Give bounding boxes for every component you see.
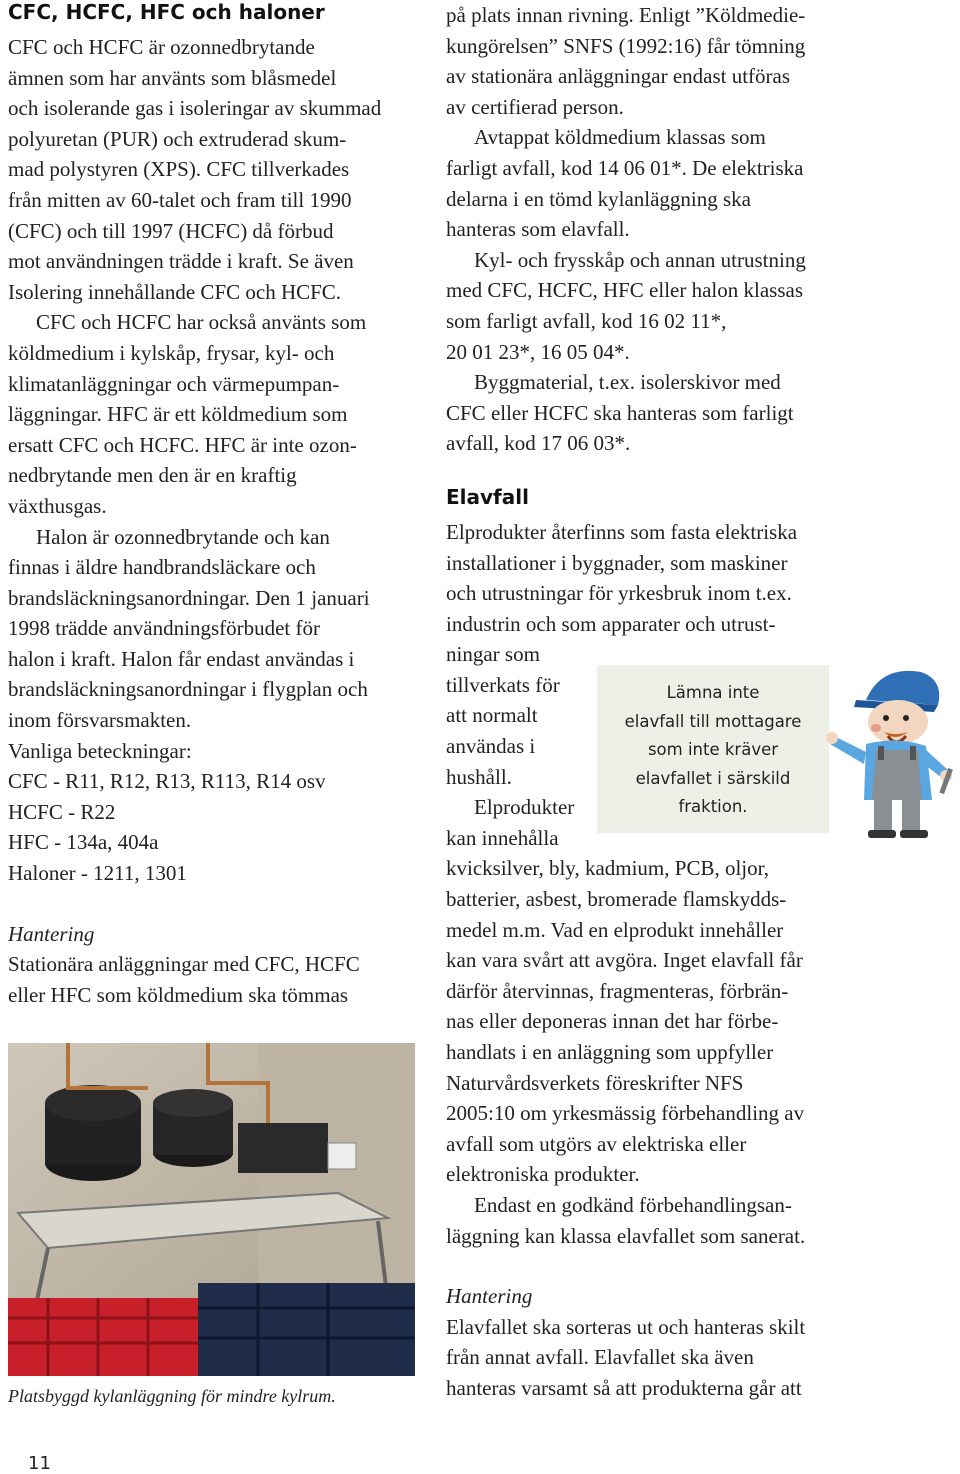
text-line: polyuretan (PUR) och extruderad skum- <box>8 126 347 151</box>
section-heading-cfc: CFC, HCFC, HFC och haloner <box>8 0 325 24</box>
text-line: från mitten av 60-talet och fram till 1990 <box>8 187 352 212</box>
paragraph-cfc-intro <box>8 32 423 307</box>
text-line: installationer i byggnader, som maskiner <box>446 550 788 575</box>
text-line: kungörelsen” SNFS (1992:16) får tömning <box>446 33 806 58</box>
text-line: Elprodukter <box>474 795 575 820</box>
callout-line: Lämna inte <box>666 683 760 702</box>
callout-line: som inte kräver <box>647 740 779 759</box>
text-line: mot användningen trädde i kraft. Se även <box>8 249 354 274</box>
paragraph-refrigerant-code <box>446 122 956 244</box>
text-line: avfall, kod 17 06 03*. <box>446 431 631 456</box>
text-line: avfall som utgörs av elektriska eller <box>446 1131 747 1156</box>
text-line: brandsläckningsanordningar. Den 1 januari <box>8 585 370 610</box>
text-line: CFC och HCFC har också använts som <box>36 310 367 335</box>
text-line: farligt avfall, kod 14 06 01*. De elektriska <box>446 155 804 180</box>
text-line: Elavfallet ska sorteras ut och hanteras skilt <box>446 1314 806 1339</box>
text-line: av stationära anläggningar endast utföras <box>446 64 791 89</box>
designations-list <box>8 736 423 889</box>
text-line: Endast en godkänd förbehandlingsan- <box>474 1192 792 1217</box>
text-line: inom försvarsmakten. <box>8 708 192 733</box>
text-line: industrin och som apparater och utrust- <box>446 611 776 636</box>
text-line: delarna i en tömd kylanläggning ska <box>446 186 752 211</box>
text-line: 20 01 23*, 16 05 04*. <box>446 339 630 364</box>
text-line: Isolering innehållande CFC och HCFC. <box>8 279 342 304</box>
text-line: ämnen som har använts som blåsmedel <box>8 65 337 90</box>
text-line: klimatanläggningar och värmepumpan- <box>8 371 340 396</box>
text-line: köldmedium i kylskåp, frysar, kyl- och <box>8 340 335 365</box>
text-line: HFC - 134a, 404a <box>8 830 159 855</box>
text-line: elektroniska produkter. <box>446 1162 640 1187</box>
photo-caption: Platsbyggd kylanläggning för mindre kylrum. <box>8 1386 336 1406</box>
text-line: hanteras som elavfall. <box>446 217 630 242</box>
text-line: kan innehålla <box>446 825 559 850</box>
text-line: växthusgas. <box>8 493 107 518</box>
text-line: ningar som <box>446 642 540 667</box>
text-line: som farligt avfall, kod 16 02 11*, <box>446 308 727 333</box>
text-line: ersatt CFC och HCFC. HFC är inte ozon- <box>8 432 357 457</box>
text-line: finnas i äldre handbrandsläckare och <box>8 555 316 580</box>
text-line: Naturvårdsverkets föreskrifter NFS <box>446 1070 744 1095</box>
paragraph-hantering <box>8 949 423 1010</box>
text-line: Kyl- och frysskåp och annan utrustning <box>474 247 806 272</box>
text-line: med CFC, HCFC, HFC eller halon klassas <box>446 278 804 303</box>
paragraph-hantering-right <box>446 1312 956 1404</box>
text-line: Haloner - 1211, 1301 <box>8 861 187 886</box>
text-line: läggning kan klassa elavfallet som sanerat. <box>446 1223 806 1248</box>
callout-line: fraktion. <box>678 797 748 816</box>
text-line: därför återvinnas, fragmenteras, förbrän- <box>446 978 789 1003</box>
callout-line: elavfallet i särskild <box>635 768 791 788</box>
text-line: hushåll. <box>446 764 512 789</box>
text-line: 1998 trädde användningsförbudet för <box>8 616 320 641</box>
text-line: och isolerande gas i isoleringar av skummad <box>8 96 382 121</box>
text-line: CFC eller HCFC ska hanteras som farligt <box>446 400 794 425</box>
text-line: nedbrytande men den är en kraftig <box>8 463 297 488</box>
subheading-hantering-right: Hantering <box>446 1284 533 1309</box>
text-line: handlats i en anläggning som uppfyller <box>446 1040 774 1064</box>
callout-text <box>597 679 829 822</box>
paragraph-fridges <box>446 245 956 367</box>
text-line: 2005:10 om yrkesmässig förbehandling av <box>446 1101 805 1126</box>
text-line: tillverkats för <box>446 672 560 697</box>
text-line: Vanliga beteckningar: <box>8 738 192 763</box>
text-line: mad polystyren (XPS). CFC tillverkades <box>8 157 350 182</box>
paragraph-elavfall-contents <box>446 792 956 1190</box>
text-line: Halon är ozonnedbrytande och kan <box>36 524 330 549</box>
text-line: CFC - R11, R12, R13, R113, R14 osv <box>8 769 326 794</box>
text-line: Stationära anläggningar med CFC, HCFC <box>8 952 360 977</box>
text-line: HCFC - R22 <box>8 799 116 824</box>
text-line: och utrustningar för yrkesbruk inom t.ex. <box>446 581 792 606</box>
text-line: användas i <box>446 734 536 759</box>
text-line: (CFC) och till 1997 (HCFC) då förbud <box>8 218 334 243</box>
worker-mascot-icon <box>826 660 960 840</box>
callout-box <box>597 665 829 833</box>
section-heading-elavfall: Elavfall <box>446 484 529 509</box>
text-line: att normalt <box>446 703 538 728</box>
refrigeration-unit-photo <box>8 1043 415 1376</box>
page-number: 11 <box>28 1453 51 1474</box>
text-line: Avtappat köldmedium klassas som <box>474 125 766 150</box>
text-line: läggningar. HFC är ett köldmedium som <box>8 402 348 427</box>
text-line: medel m.m. Vad en elprodukt innehåller <box>446 917 784 942</box>
text-line: hanteras varsamt så att produkterna går att <box>446 1375 802 1400</box>
text-line: kan vara svårt att avgöra. Inget elavfall får <box>446 948 803 973</box>
text-line: Elprodukter återfinns som fasta elektriska <box>446 519 798 544</box>
text-line: eller HFC som köldmedium ska tömmas <box>8 982 349 1007</box>
text-line: kvicksilver, bly, kadmium, PCB, oljor, <box>446 856 770 881</box>
text-line: av certifierad person. <box>446 94 624 119</box>
callout-line: elavfall till mottagare <box>624 711 802 731</box>
paragraph-building-material <box>446 367 956 459</box>
text-line: halon i kraft. Halon får endast användas i <box>8 646 355 671</box>
paragraph-continued <box>446 0 956 122</box>
text-line: nas eller deponeras innan det har förbe- <box>446 1009 779 1034</box>
text-line: brandsläckningsanordningar i flygplan och <box>8 677 368 702</box>
text-line: från annat avfall. Elavfallet ska även <box>446 1345 754 1370</box>
text-line: CFC och HCFC är ozonnedbrytande <box>8 35 315 59</box>
left-column <box>8 0 423 1010</box>
subheading-hantering: Hantering <box>8 921 95 946</box>
text-line: batterier, asbest, bromerade flamskydds- <box>446 887 787 912</box>
text-line: Byggmaterial, t.ex. isolerskivor med <box>474 370 781 395</box>
paragraph-cfc-refrigerant <box>8 307 423 521</box>
text-line: på plats innan rivning. Enligt ”Köldmedie- <box>446 3 806 27</box>
paragraph-halon <box>8 522 423 736</box>
paragraph-elavfall-sanerat <box>446 1190 956 1251</box>
